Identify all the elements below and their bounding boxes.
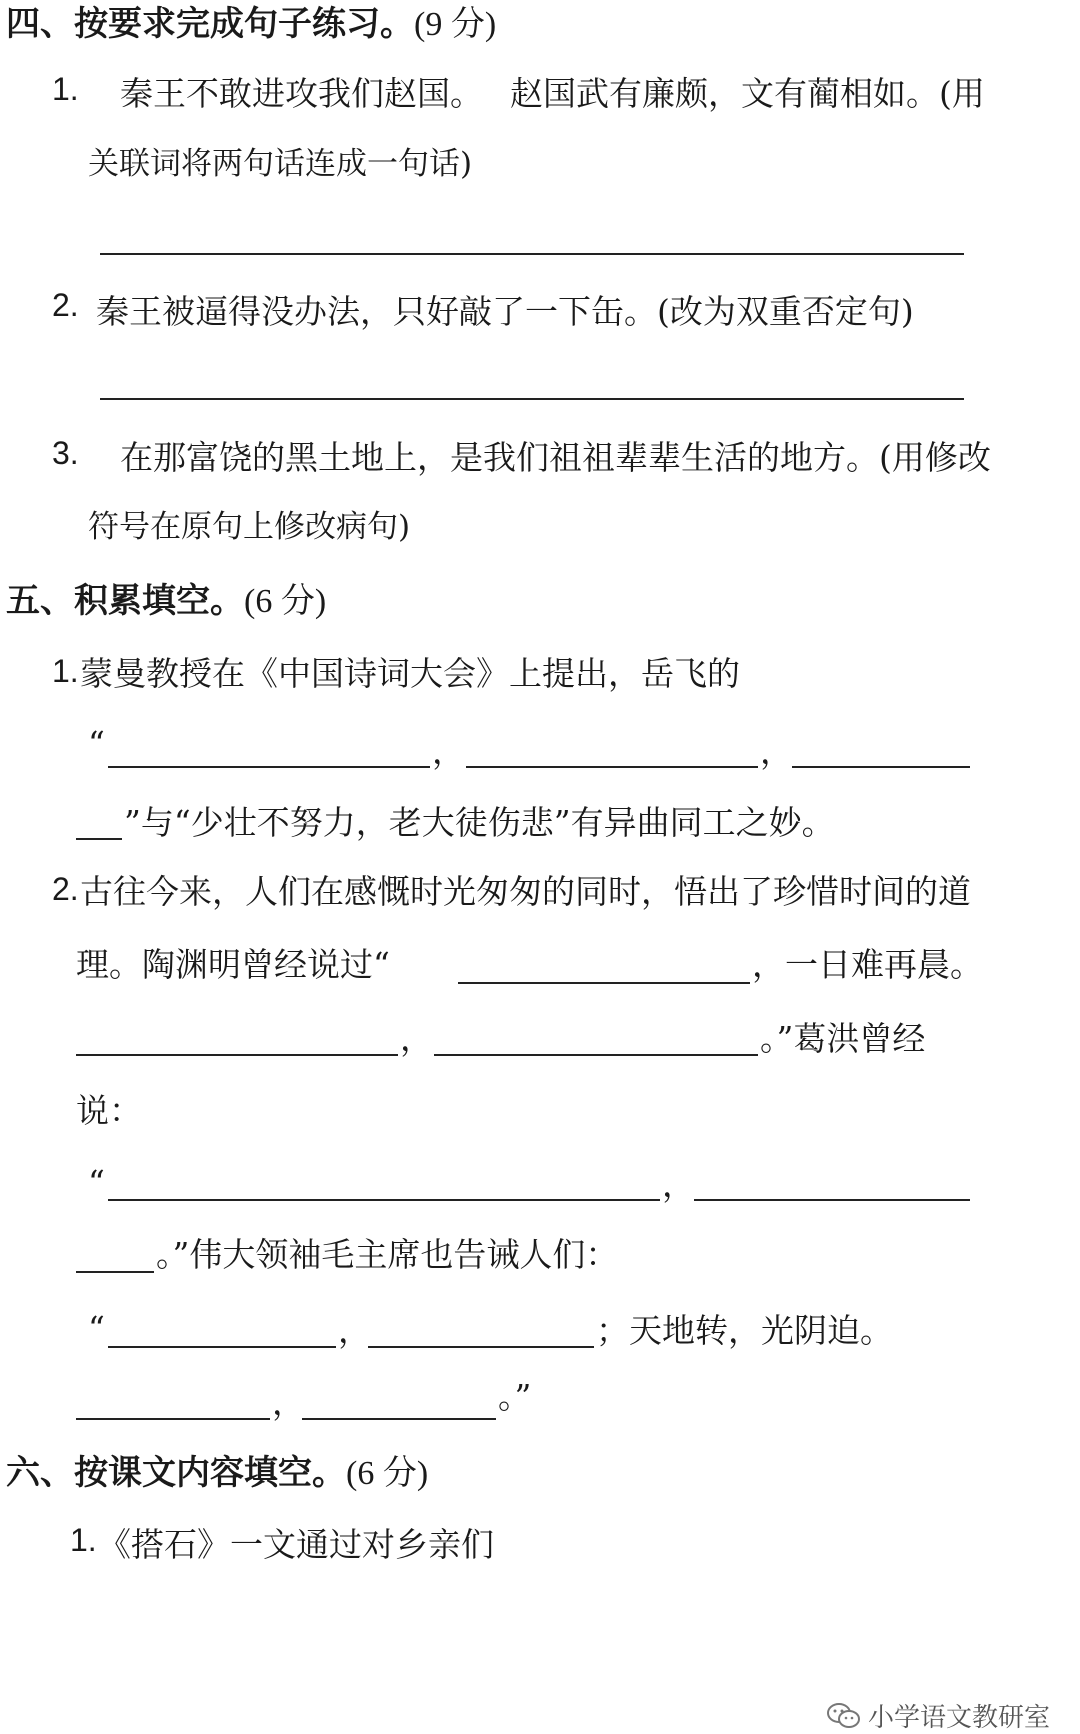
q5-1-blank-1[interactable] [108,766,430,768]
q5-2-prompt-b: 理。陶渊明曾经说过“ [76,945,390,984]
q6-1-prompt: 《搭石》一文通过对乡亲们 [98,1525,494,1564]
q5-2-comma-3: ， [338,1311,371,1350]
q4-3-sentence: 在那富饶的黑土地上，是我们祖祖辈辈生活的地方。(用修改 [120,438,991,477]
q4-3-instruction: 符号在原句上修改病句) [88,509,411,545]
q4-2-answer-line[interactable] [100,398,964,400]
q5-2-blank-1[interactable] [458,982,750,984]
wechat-icon [826,1702,862,1730]
q4-2-number: 2. [52,287,79,323]
q5-2-blank-9[interactable] [302,1418,496,1420]
watermark-text: 小学语文教研室 [867,1703,1050,1733]
q5-2-prompt-f: 说： [76,1091,142,1130]
q5-2-blank-2[interactable] [76,1054,398,1056]
q5-1-blank-2[interactable] [466,766,758,768]
q4-1-instruction: 关联词将两句话连成一句话) [88,146,473,182]
q5-1-prompt: 蒙曼教授在《中国诗词大会》上提出，岳飞的 [80,654,740,693]
q5-1-blank-3-cont[interactable] [76,838,122,840]
q5-2-comma-2: ， [662,1165,695,1204]
q5-1-number: 1. [52,653,79,689]
q5-2-blank-7[interactable] [368,1346,594,1348]
q5-2-blank-6[interactable] [108,1346,336,1348]
q5-2-prompt-a: 古往今来，人们在感慨时光匆匆的同时，悟出了珍惜时间的道 [80,872,971,911]
q5-2-prompt-i: 。”伟大领袖毛主席也告诫人们： [156,1235,619,1274]
q5-2-prompt-n: 。” [498,1377,532,1416]
q5-2-open-quote-2: “ [88,1163,105,1202]
q5-2-blank-5-cont[interactable] [76,1271,154,1273]
q5-2-prompt-c: ，一日难再晨。 [752,945,983,984]
q5-1-comma-2: ， [760,732,793,771]
section-4-heading: 四、按要求完成句子练习。(9 分) [6,4,497,44]
section-6-heading: 六、按课文内容填空。(6 分) [6,1453,429,1493]
q5-2-comma-4: ， [272,1383,305,1422]
q5-2-blank-3[interactable] [434,1054,758,1056]
q5-1-blank-3[interactable] [792,766,970,768]
q5-1-tail: ”与“少壮不努力，老大徒伤悲”有异曲同工之妙。 [124,803,835,842]
watermark [826,1697,1050,1734]
q5-2-comma-1: ， [400,1019,433,1058]
q5-2-blank-4[interactable] [108,1199,660,1201]
q5-2-blank-8[interactable] [76,1418,270,1420]
q5-2-number: 2. [52,871,79,907]
section-5-heading: 五、积累填空。(6 分) [6,581,327,621]
q4-3-number: 3. [52,435,79,471]
q4-1-sentence-a: 秦王不敢进攻我们赵国。 [120,74,483,113]
q5-2-open-quote-3: “ [88,1309,105,1348]
q5-1-comma-1: ， [432,732,465,771]
q5-2-prompt-e: 。”葛洪曾经 [760,1019,926,1058]
q5-1-open-quote: “ [88,724,105,763]
q5-2-prompt-l: ；天地转，光阴迫。 [596,1311,893,1350]
q4-1-answer-line[interactable] [100,253,964,255]
q6-1-number: 1. [70,1522,97,1558]
q4-2-sentence: 秦王被逼得没办法，只好敲了一下缶。(改为双重否定句) [96,292,914,331]
q4-1-sentence-b: 赵国武有廉颇，文有蔺相如。(用 [510,74,985,113]
q5-2-blank-5[interactable] [694,1199,970,1201]
q4-1-number: 1. [52,71,79,107]
